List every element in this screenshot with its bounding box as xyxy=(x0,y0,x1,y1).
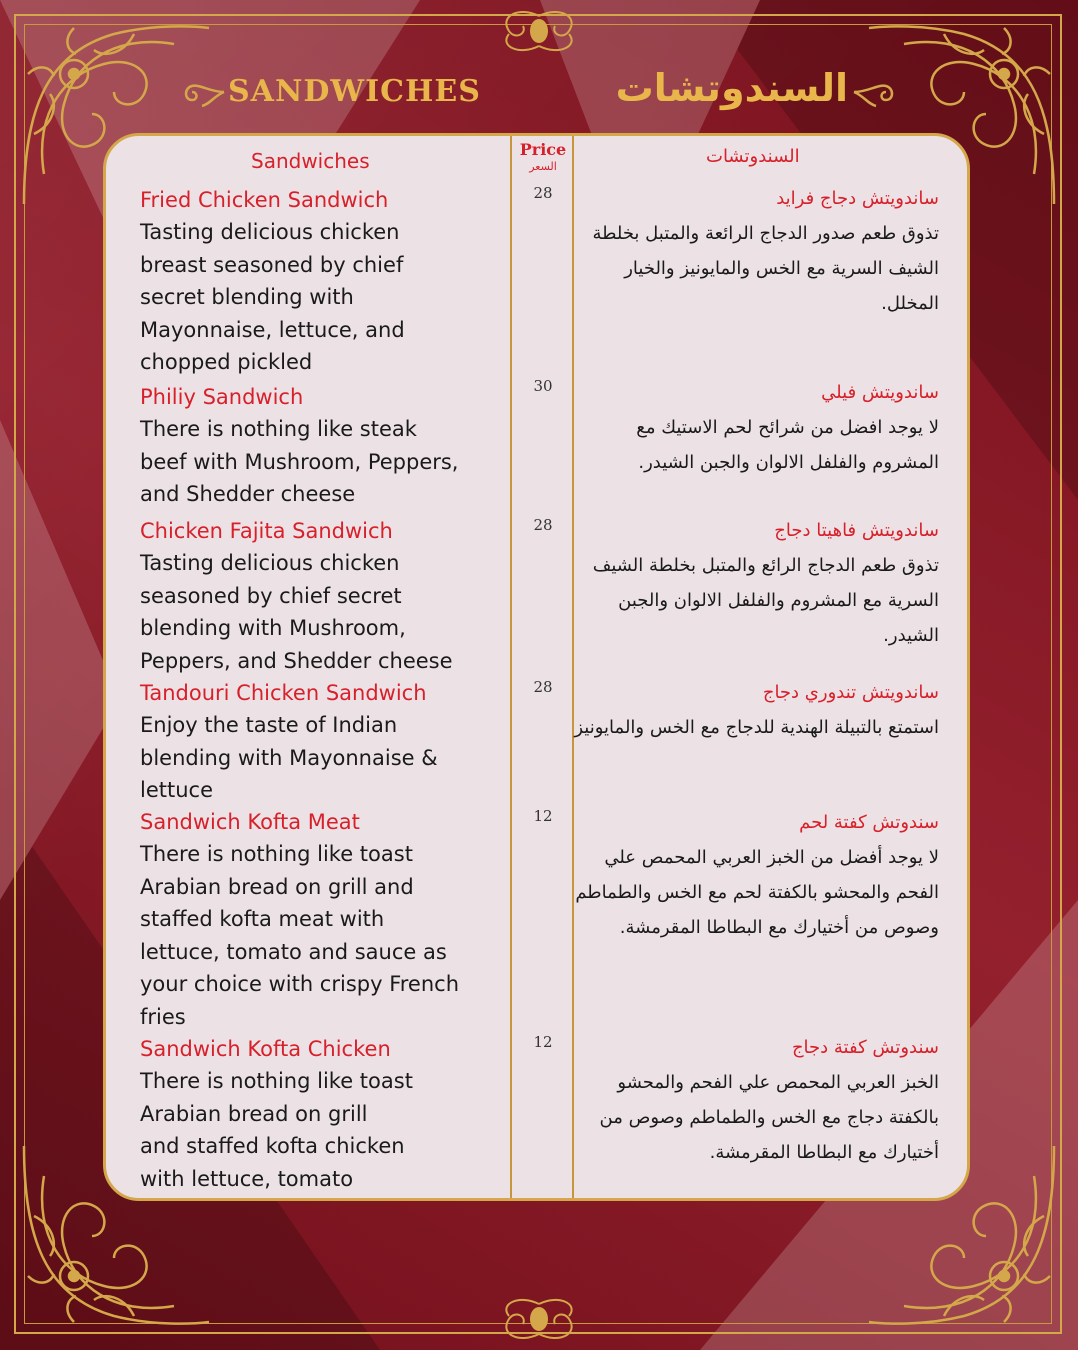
price-column-header: Price xyxy=(519,140,567,159)
item-name-arabic: ساندويتش دجاج فرايد xyxy=(776,188,939,209)
center-ornament-icon xyxy=(489,1294,589,1344)
item-name-arabic: سندوتش كفتة دجاج xyxy=(791,1037,939,1058)
menu-item-english xyxy=(140,806,510,1033)
item-price: 30 xyxy=(533,377,553,395)
menu-item-arabic xyxy=(569,676,939,745)
menu-item-arabic xyxy=(569,1031,939,1170)
title-swirl-icon xyxy=(180,76,226,108)
item-price: 28 xyxy=(533,184,553,202)
item-description-arabic: تذوق طعم الدجاج الرائع والمتبل بخلطة الشيف السرية مع المشروم والفلفل الالوان والجبن الشيدر. xyxy=(592,555,939,646)
item-description: Tasting delicious chicken breast seasoned by chief secret blending with Mayonnaise, lettuce, and chopped pickled xyxy=(140,220,405,374)
menu-item-english xyxy=(140,515,510,677)
item-name: Chicken Fajita Sandwich xyxy=(140,519,393,543)
item-name-arabic: ساندويتش فاهيتا دجاج xyxy=(774,520,939,541)
item-name: Tandouri Chicken Sandwich xyxy=(140,681,427,705)
arabic-column-header: السندوتشات xyxy=(706,146,800,167)
item-name-arabic: سندوتش كفتة لحم xyxy=(799,812,939,833)
item-name: Philiy Sandwich xyxy=(140,385,304,409)
page-title-arabic: السندوتشات xyxy=(615,66,848,110)
item-price: 12 xyxy=(533,807,553,825)
english-column-header: Sandwiches xyxy=(251,149,370,173)
item-description-arabic: لا يوجد أفضل من الخبز العربي المحمص علي الفحم والمحشو بالكفتة لحم مع الخس والطماطم وصوص من أختيارك مع البطاطا المقرمشة. xyxy=(575,847,939,938)
item-description: There is nothing like steak beef with Mushroom, Peppers, and Shedder cheese xyxy=(140,417,459,506)
item-description-arabic: لا يوجد افضل من شرائح لحم الاستيك مع المشروم والفلفل الالوان والجبن الشيدر. xyxy=(636,417,939,473)
item-description: Tasting delicious chicken seasoned by chief secret blending with Mushroom, Peppers, and Shedder cheese xyxy=(140,551,453,673)
page-title-english: SANDWICHES xyxy=(228,74,481,109)
menu-item-arabic xyxy=(569,182,939,321)
item-price: 28 xyxy=(533,516,553,534)
item-name-arabic: ساندويتش فيلي xyxy=(821,382,939,403)
item-description: There is nothing like toast Arabian bread on grill and staffed kofta meat with lettuce, tomato and sauce as your choice with crispy French fries xyxy=(140,842,459,1029)
center-ornament-icon xyxy=(489,6,589,56)
item-name: Fried Chicken Sandwich xyxy=(140,188,389,212)
menu-item-english xyxy=(140,184,510,379)
item-description-arabic: استمتع بالتبيلة الهندية للدجاج مع الخس والمايونيز xyxy=(574,717,939,738)
menu-item-arabic xyxy=(569,806,939,945)
menu-panel xyxy=(103,133,970,1201)
item-description-arabic: الخبز العربي المحمص علي الفحم والمحشو بالكفتة دجاج مع الخس والطماطم وصوص من أختيارك مع البطاطا المقرمشة. xyxy=(599,1072,939,1163)
item-name: Sandwich Kofta Chicken xyxy=(140,1037,391,1061)
item-price: 12 xyxy=(533,1033,553,1051)
menu-item-english xyxy=(140,381,510,511)
item-name-arabic: ساندويتش تندوري دجاج xyxy=(762,682,939,703)
item-name: Sandwich Kofta Meat xyxy=(140,810,360,834)
item-description-arabic: تذوق طعم صدور الدجاج الرائعة والمتبل بخلطة الشيف السرية مع الخس والمايونيز والخيار المخلل. xyxy=(592,223,939,314)
title-swirl-icon xyxy=(852,76,898,108)
menu-item-arabic xyxy=(569,514,939,653)
item-price: 28 xyxy=(533,678,553,696)
item-description: There is nothing like toast Arabian bread on grill and staffed kofta chicken with lettuce, tomato xyxy=(140,1069,413,1191)
menu-item-english xyxy=(140,1033,510,1195)
item-description: Enjoy the taste of Indian blending with Mayonnaise & lettuce xyxy=(140,713,438,802)
menu-item-english xyxy=(140,677,510,807)
price-column-header-arabic: السعر xyxy=(529,160,557,173)
menu-item-arabic xyxy=(569,376,939,480)
